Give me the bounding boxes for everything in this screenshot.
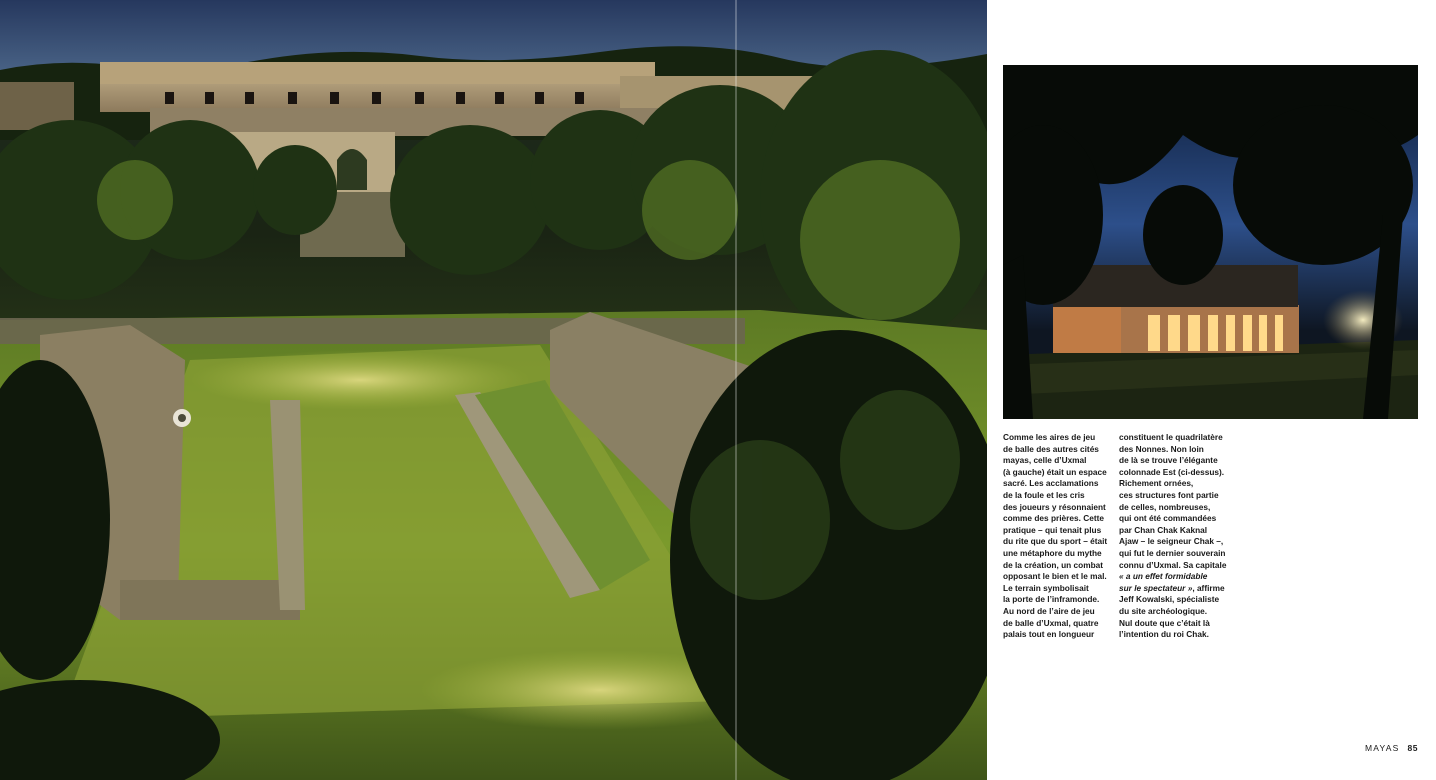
caption-line: colonnade Est (ci-dessus). [1119, 466, 1225, 477]
caption-line: connu d’Uxmal. Sa capitale [1119, 559, 1227, 570]
caption-line: pratique – qui tenait plus [1003, 524, 1102, 535]
caption-line: du rite que du sport – était [1003, 536, 1108, 547]
caption-line: de la foule et les cris [1003, 489, 1085, 500]
colonnade-photo [1003, 65, 1418, 419]
caption-line: Ajaw – le seigneur Chak –, [1119, 536, 1224, 547]
caption-column-2 [1119, 432, 1231, 641]
caption-line: de celles, nombreuses, [1119, 501, 1211, 512]
caption-line: des joueurs y résonnaient [1003, 501, 1106, 512]
caption-line: Richement ornées, [1119, 478, 1194, 489]
caption-quote-fragment: sur le spectateur » [1119, 582, 1193, 593]
caption-line: l’intention du roi Chak. [1119, 629, 1209, 640]
caption-attribution-fragment: , affirme [1192, 582, 1225, 593]
spread-gutter [735, 0, 737, 780]
caption-line: de là se trouve l’élégante [1119, 455, 1218, 466]
caption-line: des Nonnes. Non loin [1119, 443, 1204, 454]
caption-line: de balle des autres cités [1003, 443, 1099, 454]
caption-line: une métaphore du mythe [1003, 547, 1102, 558]
caption-line: opposant le bien et le mal. [1003, 571, 1107, 582]
caption-quote-line [1119, 583, 1231, 595]
caption-line: (à gauche) était un espace [1003, 466, 1107, 477]
page-folio [1365, 743, 1418, 753]
caption-line: sacré. Les acclamations [1003, 478, 1099, 489]
section-name: MAYAS [1365, 743, 1400, 753]
caption-line: Comme les aires de jeu [1003, 432, 1096, 442]
caption-quote-line: « a un effet formidable [1119, 571, 1208, 582]
caption-line: qui ont été commandées [1119, 513, 1217, 524]
page-number: 85 [1407, 743, 1418, 753]
caption-line: la porte de l’inframonde. [1003, 594, 1100, 605]
caption-line: constituent le quadrilatère [1119, 432, 1223, 442]
caption-line: mayas, celle d’Uxmal [1003, 455, 1087, 466]
caption-line: par Chan Chak Kaknal [1119, 524, 1208, 535]
caption-line: comme des prières. Cette [1003, 513, 1104, 524]
caption-line: ces structures font partie [1119, 489, 1219, 500]
colonnade-illustration [1003, 65, 1418, 419]
caption-line: du site archéologique. [1119, 605, 1208, 616]
caption-line: Le terrain symbolisait [1003, 582, 1089, 593]
caption-line: de balle d’Uxmal, quatre [1003, 617, 1099, 628]
caption-line: palais tout en longueur [1003, 629, 1095, 640]
caption-line: Jeff Kowalski, spécialiste [1119, 594, 1220, 605]
caption-line: Au nord de l’aire de jeu [1003, 605, 1095, 616]
caption-line: qui fut le dernier souverain [1119, 547, 1226, 558]
caption-line: de la création, un combat [1003, 559, 1104, 570]
caption-line: Nul doute que c’était là [1119, 617, 1210, 628]
caption-column-1 [1003, 432, 1115, 641]
